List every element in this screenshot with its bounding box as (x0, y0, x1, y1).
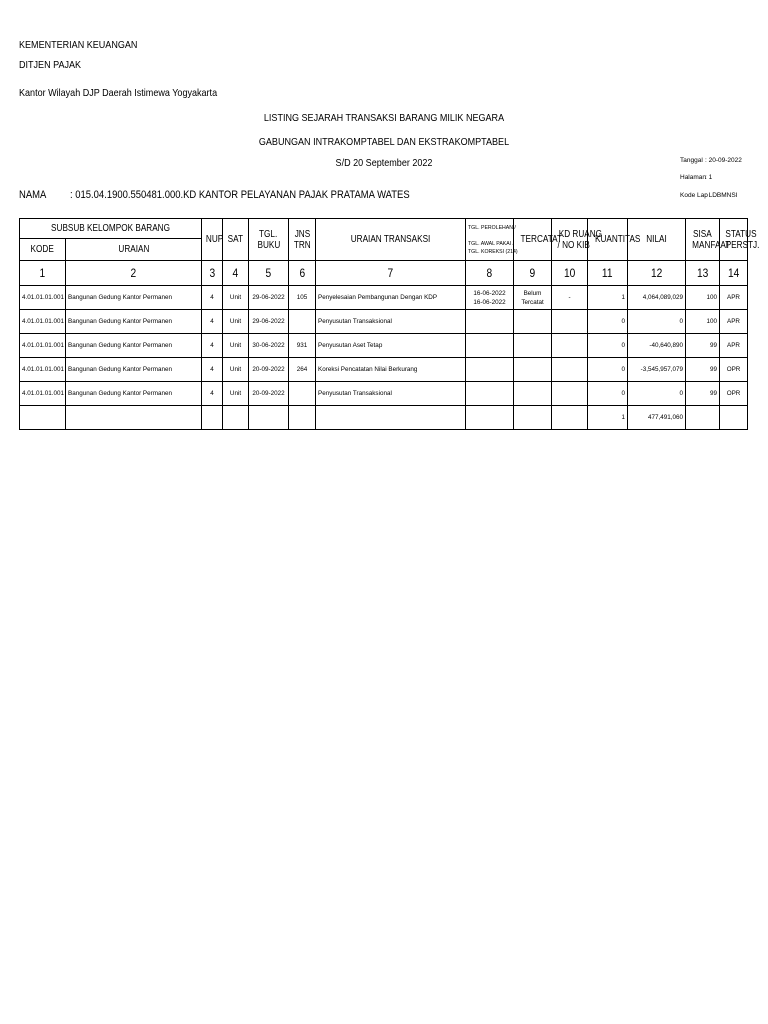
cell-sat: Unit (223, 334, 249, 358)
meta-halaman-label: Halaman (680, 174, 707, 181)
cell-jns-trn (289, 310, 316, 334)
table-total-row (20, 406, 748, 430)
header-sat: SAT (223, 219, 249, 261)
cell-uraian-transaksi: Penyusutan Transaksional (316, 310, 466, 334)
cell-tgl-buku: 29-06-2022 (249, 286, 289, 310)
header-sisa-manfaat: SISA MANFAAT (686, 219, 720, 261)
cell-nup: 4 (202, 358, 223, 382)
meta-kode-label: Kode Lap (680, 192, 708, 199)
cell-nilai: 4,064,089,029 (628, 286, 686, 310)
header-line-ditjen: DITJEN PAJAK (19, 59, 82, 71)
header-tercatat: TERCATAT (514, 219, 552, 261)
cell-tercatat (514, 286, 552, 310)
header-uraian-transaksi: URAIAN TRANSAKSI (316, 219, 466, 261)
header-tgl-buku: TGL. BUKU (249, 219, 289, 261)
column-number: 4 (223, 261, 249, 286)
cell-jns-trn: 105 (289, 286, 316, 310)
cell-nilai: -40,640,890 (628, 334, 686, 358)
total-nilai: 477,491,060 (628, 406, 686, 430)
column-number: 13 (686, 261, 720, 286)
header-kd-ruang: KD RUANG / NO KIB (552, 219, 588, 261)
cell-tgl-perolehan (466, 310, 514, 334)
cell-kuantitas: 0 (588, 310, 628, 334)
nama-value: : 015.04.1900.550481.000.KD KANTOR PELAYANAN PAJAK PRATAMA WATES (70, 189, 410, 201)
cell-uraian: Bangunan Gedung Kantor Permanen (66, 358, 202, 382)
table-header-row-1 (20, 219, 748, 239)
cell-nilai: -3,545,957,079 (628, 358, 686, 382)
cell-empty (316, 406, 466, 430)
cell-nilai: 0 (628, 310, 686, 334)
meta-kode-value: : LDBMNSI (705, 192, 738, 199)
header-jns-trn: JNS TRN (289, 219, 316, 261)
cell-tercatat (514, 334, 552, 358)
cell-kuantitas: 0 (588, 382, 628, 406)
cell-tercatat (514, 310, 552, 334)
cell-jns-trn: 931 (289, 334, 316, 358)
cell-tgl-perolehan (466, 358, 514, 382)
cell-uraian: Bangunan Gedung Kantor Permanen (66, 382, 202, 406)
meta-tanggal-label: Tanggal (680, 157, 703, 164)
cell-status: OPR (720, 358, 748, 382)
table-row (20, 310, 748, 334)
cell-tgl-perolehan (466, 382, 514, 406)
column-number: 8 (466, 261, 514, 286)
cell-jns-trn (289, 382, 316, 406)
cell-empty (249, 406, 289, 430)
cell-empty (514, 406, 552, 430)
cell-tgl-line: 16-06-2022 (473, 298, 506, 306)
column-number: 3 (202, 261, 223, 286)
cell-tgl-perolehan (466, 286, 514, 310)
column-number: 5 (249, 261, 289, 286)
cell-tgl-buku: 29-06-2022 (249, 310, 289, 334)
cell-empty (686, 406, 720, 430)
cell-kd-ruang (552, 310, 588, 334)
cell-kode: 4.01.01.01.001 (20, 334, 66, 358)
header-subsub-kelompok: SUBSUB KELOMPOK BARANG (20, 219, 202, 239)
table-row (20, 382, 748, 406)
cell-uraian-transaksi: Penyusutan Aset Tetap (316, 334, 466, 358)
nama-label: NAMA (19, 189, 47, 201)
column-number: 6 (289, 261, 316, 286)
transaction-table (19, 218, 760, 430)
column-number: 11 (588, 261, 628, 286)
cell-sisa-manfaat: 100 (686, 310, 720, 334)
header-uraian: URAIAN (66, 239, 202, 261)
cell-kd-ruang (552, 334, 588, 358)
cell-sat: Unit (223, 286, 249, 310)
report-title: LISTING SEJARAH TRANSAKSI BARANG MILIK NEGARA (263, 112, 505, 124)
cell-uraian: Bangunan Gedung Kantor Permanen (66, 334, 202, 358)
cell-nup: 4 (202, 286, 223, 310)
cell-empty (466, 406, 514, 430)
cell-tgl-perolehan (466, 334, 514, 358)
cell-uraian-transaksi: Koreksi Pencatatan Nilai Berkurang (316, 358, 466, 382)
table-row (20, 334, 748, 358)
column-number: 14 (720, 261, 748, 286)
cell-nup: 4 (202, 334, 223, 358)
cell-tgl-buku: 20-09-2022 (249, 382, 289, 406)
column-number: 1 (20, 261, 66, 286)
cell-nup: 4 (202, 382, 223, 406)
cell-empty (20, 406, 66, 430)
cell-kd-ruang (552, 358, 588, 382)
cell-kd-ruang: - (552, 286, 588, 310)
cell-empty (66, 406, 202, 430)
cell-status: APR (720, 286, 748, 310)
cell-jns-trn: 264 (289, 358, 316, 382)
cell-sisa-manfaat: 99 (686, 358, 720, 382)
column-number-row (20, 261, 748, 286)
cell-sisa-manfaat: 99 (686, 334, 720, 358)
header-line-kanwil: Kantor Wilayah DJP Daerah Istimewa Yogyakarta (19, 87, 218, 99)
cell-nilai: 0 (628, 382, 686, 406)
cell-tercatat (514, 382, 552, 406)
cell-tercatat-line: Tercatat (521, 298, 544, 306)
cell-status: APR (720, 310, 748, 334)
cell-uraian-transaksi: Penyelesaian Pembangunan Dengan KDP (316, 286, 466, 310)
cell-status: OPR (720, 382, 748, 406)
meta-halaman-value: : 1 (705, 174, 713, 181)
cell-kode: 4.01.01.01.001 (20, 286, 66, 310)
cell-tgl-buku: 30-06-2022 (249, 334, 289, 358)
cell-sat: Unit (223, 310, 249, 334)
header-line-kementerian: KEMENTERIAN KEUANGAN (19, 39, 138, 51)
cell-kuantitas: 1 (588, 286, 628, 310)
header-nilai: NILAI (628, 219, 686, 261)
cell-tercatat (514, 358, 552, 382)
cell-empty (720, 406, 748, 430)
cell-tgl-line: 16-06-2022 (473, 289, 506, 297)
header-kode: KODE (20, 239, 66, 261)
cell-uraian-transaksi: Penyusutan Transaksional (316, 382, 466, 406)
cell-empty (202, 406, 223, 430)
table-row (20, 286, 748, 310)
header-kuantitas: KUANTITAS (588, 219, 628, 261)
cell-empty (223, 406, 249, 430)
header-status-perstj: STATUS PERSTJ. (720, 219, 748, 261)
column-number: 10 (552, 261, 588, 286)
report-subtitle: GABUNGAN INTRAKOMPTABEL DAN EKSTRAKOMPTABEL (258, 136, 510, 148)
cell-kode: 4.01.01.01.001 (20, 310, 66, 334)
table-row (20, 358, 748, 382)
cell-kd-ruang (552, 382, 588, 406)
cell-kuantitas: 0 (588, 358, 628, 382)
cell-kode: 4.01.01.01.001 (20, 358, 66, 382)
cell-nup: 4 (202, 310, 223, 334)
cell-empty (289, 406, 316, 430)
cell-kuantitas: 0 (588, 334, 628, 358)
cell-kode: 4.01.01.01.001 (20, 382, 66, 406)
column-number: 7 (316, 261, 466, 286)
cell-sat: Unit (223, 358, 249, 382)
column-number: 12 (628, 261, 686, 286)
cell-sisa-manfaat: 100 (686, 286, 720, 310)
cell-empty (552, 406, 588, 430)
column-number: 2 (66, 261, 202, 286)
header-nup: NUP (202, 219, 223, 261)
cell-tgl-buku: 20-09-2022 (249, 358, 289, 382)
cell-tercatat-line: Belum (523, 289, 542, 297)
cell-sat: Unit (223, 382, 249, 406)
total-kuantitas: 1 (588, 406, 628, 430)
report-period: S/D 20 September 2022 (335, 157, 433, 169)
cell-uraian: Bangunan Gedung Kantor Permanen (66, 310, 202, 334)
meta-tanggal-value: : 20-09-2022 (705, 157, 742, 164)
cell-sisa-manfaat: 99 (686, 382, 720, 406)
cell-uraian: Bangunan Gedung Kantor Permanen (66, 286, 202, 310)
header-tgl-perolehan: TGL. PEROLEHAN / TGL. AWAL PAKAI / TGL. KOREKSI (214) (466, 219, 514, 261)
cell-status: APR (720, 334, 748, 358)
column-number: 9 (514, 261, 552, 286)
